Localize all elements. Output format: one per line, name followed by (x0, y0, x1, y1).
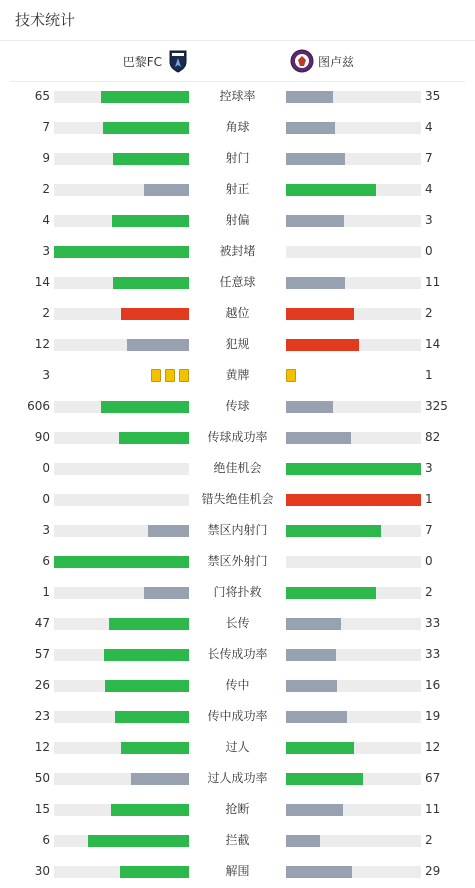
away-stat-bar (286, 91, 421, 103)
stat-label: 门将扑救 (213, 585, 262, 599)
stat-label: 射门 (225, 151, 250, 165)
stat-row (0, 825, 475, 856)
stat-label: 射偏 (225, 213, 250, 227)
home-stat-value: 6 (42, 833, 50, 847)
away-stat-value: 11 (425, 802, 441, 816)
stat-label: 越位 (225, 306, 250, 320)
away-stat-value: 4 (425, 120, 433, 134)
home-stat-bar-fill (120, 866, 189, 878)
home-stat-bar (54, 773, 189, 785)
stat-label: 射正 (225, 182, 250, 196)
home-stat-bar-fill (121, 308, 189, 320)
stat-label: 抢断 (225, 802, 250, 816)
stat-row (0, 112, 475, 143)
away-stat-value: 33 (425, 616, 441, 630)
home-stat-value: 0 (42, 492, 50, 506)
away-stat-bar (286, 432, 421, 444)
home-stat-bar-fill (103, 122, 189, 134)
away-stat-bar (286, 835, 421, 847)
away-stat-bar-fill (286, 773, 363, 785)
away-stat-bar-fill (286, 122, 335, 134)
away-stat-bar-fill (286, 153, 345, 165)
away-stat-value: 29 (425, 864, 441, 878)
home-stat-bar (54, 711, 189, 723)
home-stat-bar-fill (101, 401, 189, 413)
home-stat-bar (54, 618, 189, 630)
home-stat-value: 2 (42, 306, 50, 320)
stat-row (0, 484, 475, 515)
home-stat-bar (54, 680, 189, 692)
home-stat-value: 12 (34, 740, 50, 754)
yellow-card-icon (286, 369, 296, 382)
home-stat-bar (54, 153, 189, 165)
away-stat-bar-fill (286, 401, 333, 413)
home-stat-bar (54, 184, 189, 196)
away-stat-bar-fill (286, 742, 354, 754)
away-stat-bar-fill (286, 680, 337, 692)
away-stat-bar-fill (286, 463, 421, 475)
away-stat-bar-fill (286, 184, 376, 196)
stat-label: 传球成功率 (207, 430, 268, 444)
home-stat-bar-fill (148, 525, 189, 537)
away-stat-bar (286, 246, 421, 258)
away-stat-bar (286, 649, 421, 661)
home-stat-value: 3 (42, 368, 50, 382)
home-stat-bar-fill (131, 773, 189, 785)
stat-row (0, 639, 475, 670)
home-stat-value: 65 (34, 89, 50, 103)
home-stat-bar (54, 91, 189, 103)
away-team[interactable] (290, 48, 354, 74)
home-stat-value: 4 (42, 213, 50, 227)
home-stat-bar-fill (144, 184, 189, 196)
away-stat-bar (286, 618, 421, 630)
stat-row (0, 453, 475, 484)
home-stat-bar-fill (144, 587, 189, 599)
stat-row (0, 763, 475, 794)
away-stat-bar-fill (286, 432, 351, 444)
stat-row (0, 143, 475, 174)
away-stat-bar-fill (286, 215, 344, 227)
away-stat-value: 3 (425, 213, 433, 227)
stat-row (0, 422, 475, 453)
away-stat-bar (286, 804, 421, 816)
stat-label: 传中 (225, 678, 250, 692)
away-stat-bar (286, 122, 421, 134)
away-stat-bar (286, 494, 421, 506)
stat-label: 过人成功率 (207, 771, 268, 785)
away-stat-value: 1 (425, 368, 433, 382)
stat-label: 长传成功率 (207, 647, 268, 661)
home-team-name: 巴黎FC (122, 54, 162, 69)
stat-row (0, 298, 475, 329)
home-stat-bar (54, 277, 189, 289)
stat-row (0, 174, 475, 205)
stat-label: 控球率 (219, 89, 256, 103)
stat-row (0, 732, 475, 763)
stat-label: 禁区内射门 (207, 523, 268, 537)
away-stat-value: 14 (425, 337, 441, 351)
stat-label: 黄牌 (225, 368, 250, 382)
yellow-card-icon (151, 369, 161, 382)
home-stat-bar-fill (109, 618, 189, 630)
stat-label: 任意球 (219, 275, 256, 289)
stat-label: 被封堵 (219, 244, 256, 258)
stats-list (0, 81, 475, 887)
home-stat-bar (54, 463, 189, 475)
away-stat-bar (286, 401, 421, 413)
home-stat-bar-fill (112, 215, 189, 227)
stat-row (0, 205, 475, 236)
away-stat-value: 3 (425, 461, 433, 475)
home-stat-bar (54, 525, 189, 537)
away-stat-bar-fill (286, 587, 376, 599)
away-stat-bar (286, 866, 421, 878)
away-stat-bar-fill (286, 804, 343, 816)
away-stat-bar (286, 153, 421, 165)
home-stat-bar-fill (101, 91, 189, 103)
home-stat-bar-fill (127, 339, 189, 351)
home-stat-bar (54, 649, 189, 661)
away-stat-bar-fill (286, 91, 333, 103)
away-stat-bar-fill (286, 649, 336, 661)
home-stat-bar (54, 401, 189, 413)
away-stat-value: 33 (425, 647, 441, 661)
away-stat-bar-fill (286, 618, 341, 630)
away-stat-bar (286, 215, 421, 227)
away-stat-bar (286, 711, 421, 723)
away-stat-bar-fill (286, 711, 347, 723)
away-stat-bar (286, 556, 421, 568)
stat-row (0, 391, 475, 422)
home-stat-bar-fill (113, 153, 189, 165)
home-stat-bar (54, 587, 189, 599)
home-stat-value: 23 (34, 709, 50, 723)
home-stat-bar (54, 246, 189, 258)
home-stat-value: 3 (42, 244, 50, 258)
home-stat-value: 606 (27, 399, 50, 413)
away-stat-bar (286, 308, 421, 320)
title-divider (0, 40, 475, 41)
away-team-crest-icon (290, 49, 314, 73)
home-stat-bar-fill (111, 804, 189, 816)
stat-label: 角球 (225, 120, 250, 134)
away-stat-value: 35 (425, 89, 441, 103)
away-stat-bar (286, 339, 421, 351)
away-stat-bar-fill (286, 277, 345, 289)
away-stat-value: 7 (425, 151, 433, 165)
away-stat-bar-fill (286, 835, 320, 847)
away-stat-value: 2 (425, 833, 433, 847)
home-stat-value: 57 (34, 647, 50, 661)
away-stat-value: 4 (425, 182, 433, 196)
stat-label: 犯规 (225, 337, 250, 351)
away-stat-bar (286, 277, 421, 289)
stat-row (0, 670, 475, 701)
stat-label: 传球 (225, 399, 250, 413)
home-stat-value: 7 (42, 120, 50, 134)
away-stat-value: 1 (425, 492, 433, 506)
away-stat-value: 2 (425, 306, 433, 320)
stat-label: 拦截 (225, 833, 250, 847)
home-team[interactable] (123, 48, 190, 74)
stat-row (0, 856, 475, 887)
home-stat-bar-fill (113, 277, 189, 289)
home-stat-bar-fill (54, 246, 189, 258)
stat-row (0, 81, 475, 112)
home-stat-bar-fill (104, 649, 189, 661)
away-stat-bar (286, 463, 421, 475)
home-stat-value: 0 (42, 461, 50, 475)
home-stat-bar (54, 122, 189, 134)
stat-row (0, 236, 475, 267)
away-stat-bar (286, 773, 421, 785)
stat-row (0, 546, 475, 577)
away-yellow-cards (286, 369, 296, 382)
away-stat-value: 67 (425, 771, 441, 785)
home-stat-bar (54, 339, 189, 351)
away-stat-value: 7 (425, 523, 433, 537)
page-title: 技术统计 (15, 11, 76, 29)
home-stat-bar (54, 835, 189, 847)
home-stat-value: 14 (34, 275, 50, 289)
home-stat-value: 47 (34, 616, 50, 630)
home-stat-value: 12 (34, 337, 50, 351)
home-stat-bar-fill (119, 432, 189, 444)
away-stat-value: 12 (425, 740, 441, 754)
away-stat-bar-fill (286, 866, 352, 878)
stat-row (0, 577, 475, 608)
home-stat-value: 90 (34, 430, 50, 444)
home-stat-value: 30 (34, 864, 50, 878)
away-stat-value: 2 (425, 585, 433, 599)
team-header (0, 48, 475, 74)
home-stat-bar-fill (88, 835, 189, 847)
away-stat-bar-fill (286, 339, 359, 351)
stat-label: 禁区外射门 (207, 554, 268, 568)
yellow-card-icon (179, 369, 189, 382)
away-stat-value: 16 (425, 678, 441, 692)
home-stat-bar-fill (115, 711, 189, 723)
away-stat-bar-fill (286, 308, 354, 320)
away-team-name: 图卢兹 (318, 54, 355, 69)
stat-label: 错失绝佳机会 (201, 492, 274, 506)
home-stat-bar (54, 494, 189, 506)
away-stat-bar-fill (286, 494, 421, 506)
home-stat-bar (54, 742, 189, 754)
home-stat-bar-fill (105, 680, 189, 692)
stat-label: 过人 (225, 740, 250, 754)
home-stat-value: 1 (42, 585, 50, 599)
yellow-card-icon (165, 369, 175, 382)
stat-row (0, 515, 475, 546)
stat-label: 解围 (225, 864, 250, 878)
stat-row (0, 360, 475, 391)
away-stat-bar-fill (286, 525, 381, 537)
away-stat-bar (286, 184, 421, 196)
away-stat-value: 0 (425, 244, 433, 258)
home-stat-bar (54, 432, 189, 444)
stat-row (0, 267, 475, 298)
home-stat-bar (54, 804, 189, 816)
stat-row (0, 329, 475, 360)
home-stat-value: 6 (42, 554, 50, 568)
home-stat-bar (54, 866, 189, 878)
home-team-crest-icon (166, 49, 190, 73)
away-stat-value: 82 (425, 430, 441, 444)
away-stat-bar (286, 525, 421, 537)
stat-label: 传中成功率 (207, 709, 268, 723)
home-stat-bar (54, 308, 189, 320)
away-stat-value: 19 (425, 709, 441, 723)
home-stat-value: 3 (42, 523, 50, 537)
home-stat-bar (54, 215, 189, 227)
home-yellow-cards (151, 369, 189, 382)
home-stat-value: 26 (34, 678, 50, 692)
home-stat-value: 50 (34, 771, 50, 785)
stat-row (0, 701, 475, 732)
stat-label: 长传 (225, 616, 250, 630)
stat-label: 绝佳机会 (213, 461, 262, 475)
home-stat-value: 9 (42, 151, 50, 165)
away-stat-value: 11 (425, 275, 441, 289)
stat-row (0, 794, 475, 825)
home-stat-value: 2 (42, 182, 50, 196)
stat-row (0, 608, 475, 639)
home-stat-bar-fill (121, 742, 189, 754)
home-stat-bar (54, 556, 189, 568)
away-stat-bar (286, 587, 421, 599)
away-stat-bar (286, 742, 421, 754)
away-stat-value: 325 (425, 399, 448, 413)
home-stat-bar-fill (54, 556, 189, 568)
home-stat-value: 15 (34, 802, 50, 816)
away-stat-value: 0 (425, 554, 433, 568)
away-stat-bar (286, 680, 421, 692)
